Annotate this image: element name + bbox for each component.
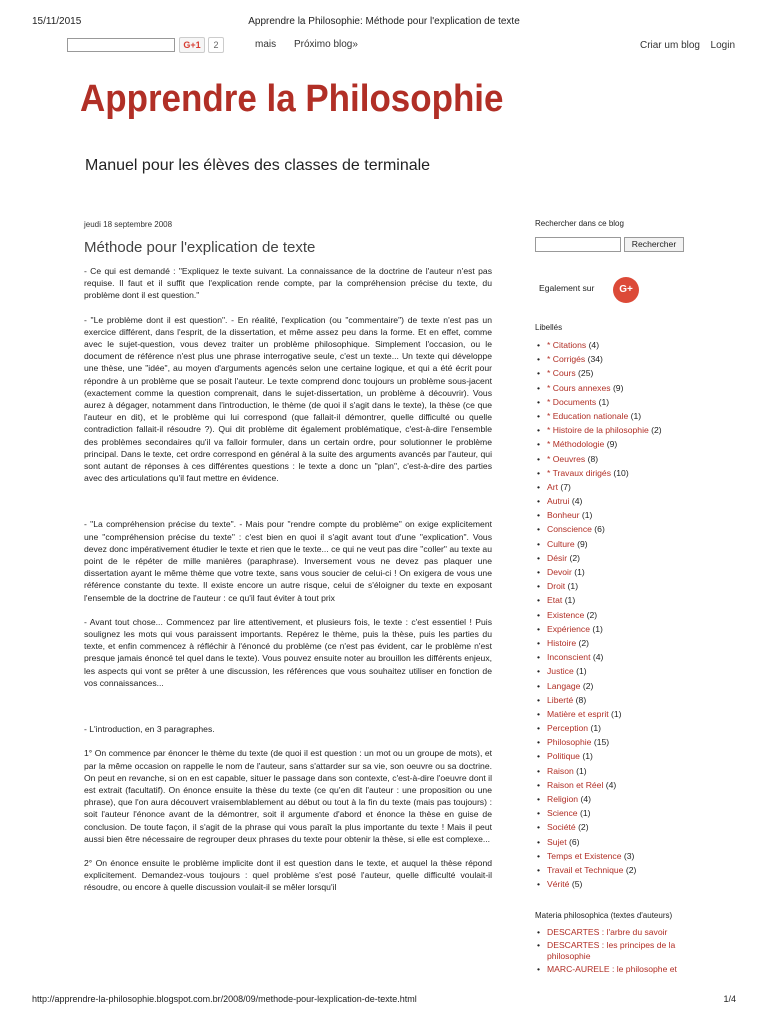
- label-item: [535, 749, 685, 763]
- label-link[interactable]: Bonheur: [547, 510, 580, 521]
- label-item: [535, 735, 685, 749]
- post-paragraph: 2° On énonce ensuite le problème implicite dont il est question dans le texte, et auquel la thèse répond explicitement. Demandez-vous toujours : quel problème s'est posé l'auteur, quelle difficulté voulait-il résoudre, ou encore à quelle discussion voulait-il se mêler lorsqu'il: [84, 857, 492, 893]
- label-item: [535, 537, 685, 551]
- post-paragraph: - "Le problème dont il est question". - En réalité, l'explication (ou "commentaire") de texte n'est pas un exercice différent, dans l'esprit, de la dissertation, et même assez peu dans la forme. Et en effet, comme avec le sujet-question, vous devez traiter un problème philosophique. Simplement l'occasion, ou le document de référence n'est plus une phrase interrogative seule, c'est un texte... Un texte qui développe une thèse, une "idée", au moyen d'arguments agencés selon une certaine logique, et qui a été écrit pour répondre à un problème que se posait l'auteur. Le texte comprend donc toujours un problème sous-jacent (exactement comme la question comprenait, dans le sujet-dissertation, un problème à découvrir). Vous aurez à dégager, notamment dans l'introduction, le thème (de quoi il s'agit dans le texte), la thèse (ce que l'auteur en dit), et le problème qui lui correspond (que fallait-il démontrer, quelle difficulté ou quelle contradiction fallait-il résoudre ?). Qui dit problème dit également problématique, c'est-à-dire l'ensemble des problèmes secondaires qu'il va falloir formuler, dans un certain ordre, pour solutionner le problème principal. Dans le texte, cet ordre correspond en général à la suite des arguments avancés par l'auteur, qui sont autant de réponses à ces différentes questions : le texte a donc un "plan", c'est-à-dire des parties avec des articulations qu'il faut mettre en évidence.: [84, 314, 492, 484]
- label-link[interactable]: * Citations: [547, 340, 587, 350]
- label-count: (2): [625, 864, 637, 875]
- navbar-search-input[interactable]: [67, 38, 175, 52]
- label-item: [535, 551, 685, 565]
- post-body: [84, 265, 492, 894]
- label-count: (15): [593, 737, 610, 748]
- label-link[interactable]: Raison et Réel: [547, 779, 604, 790]
- google-plus-icon[interactable]: G+: [613, 277, 639, 303]
- label-item: [535, 395, 685, 409]
- post-date: jeudi 18 septembre 2008: [84, 220, 173, 229]
- materia-widget-title: Materia philosophica (textes d'auteurs): [535, 911, 673, 921]
- label-item: [535, 409, 685, 423]
- label-count: (25): [578, 368, 594, 379]
- label-item: [535, 707, 685, 721]
- label-item: [535, 622, 685, 636]
- label-count: (9): [606, 439, 618, 450]
- label-item: [535, 863, 685, 877]
- label-count: (1): [564, 595, 576, 606]
- print-header: [32, 16, 736, 30]
- label-link[interactable]: Science: [547, 808, 578, 819]
- label-item: [535, 423, 685, 437]
- label-count: (2): [651, 425, 662, 436]
- sidebar: [535, 219, 685, 977]
- label-count: (2): [578, 637, 590, 648]
- label-link[interactable]: * Corrigés: [547, 354, 586, 365]
- labels-list: [535, 338, 685, 891]
- gplus-count: 2: [208, 37, 224, 53]
- label-link[interactable]: Expérience: [547, 623, 590, 634]
- label-link[interactable]: Temps et Existence: [547, 850, 622, 861]
- label-item: [535, 480, 685, 494]
- label-item: [535, 849, 685, 863]
- label-count: (5): [571, 879, 583, 890]
- materia-link[interactable]: • DESCARTES : les principes de la philosophie: [535, 940, 685, 962]
- label-link[interactable]: Conscience: [547, 524, 592, 535]
- post-paragraph: - L'introduction, en 3 paragraphes.: [84, 724, 215, 735]
- label-item: [535, 437, 685, 451]
- gplus-button[interactable]: G+1: [179, 37, 205, 53]
- login-link[interactable]: Login: [710, 40, 735, 51]
- print-date: 15/11/2015: [32, 16, 82, 27]
- next-blog-link[interactable]: Próximo blog»: [294, 39, 358, 50]
- label-link[interactable]: * Oeuvres: [547, 453, 586, 464]
- label-count: (10): [613, 467, 629, 478]
- label-count: (2): [578, 822, 589, 833]
- label-count: (34): [587, 354, 603, 365]
- label-link[interactable]: * Documents: [547, 396, 597, 407]
- materia-list: [535, 927, 685, 975]
- label-count: (8): [587, 453, 599, 464]
- label-item: [535, 494, 685, 508]
- label-link[interactable]: Art: [547, 481, 558, 492]
- label-item: [535, 338, 685, 352]
- label-item: [535, 792, 685, 806]
- label-item: [535, 764, 685, 778]
- label-item: [535, 664, 685, 678]
- post-paragraph: - Avant tout chose... Commencez par lire attentivement, et plusieurs fois, le texte : c'est essentiel ! Puis soulignez les mots qui vous paraissent importants. Repérez le thème, puis la thèse, puis les parties du texte, et enfin commencez à réfléchir à l'énoncé du problème (ce n'est pas évident, car le problème n'est presque jamais énoncé tel quel dans le texte). Vous pouvez ensuite noter au brouillon les différents enjeux, les aspects qui vont se prêter à une discussion, les références que vous souhaitez utiliser en fonction de vos connaissances...: [84, 616, 492, 688]
- materia-link[interactable]: • MARC-AURELE : le philosophe et: [535, 964, 685, 975]
- print-page-number: 1/4: [723, 994, 736, 1004]
- label-count: (4): [588, 340, 600, 350]
- label-count: (4): [605, 779, 617, 790]
- labels-widget-title: Libellés: [535, 323, 563, 332]
- label-item: [535, 693, 685, 707]
- social-label: Egalement sur: [539, 283, 595, 293]
- label-link[interactable]: Travail et Technique: [547, 864, 624, 875]
- label-link[interactable]: Politique: [547, 751, 580, 762]
- label-link[interactable]: Raison: [547, 765, 574, 776]
- label-link[interactable]: Justice: [547, 666, 574, 677]
- label-count: (2): [582, 680, 594, 691]
- post-column: [84, 220, 492, 906]
- label-item: [535, 366, 685, 380]
- label-item: [535, 608, 685, 622]
- print-footer: [32, 994, 736, 1008]
- label-count: (1): [630, 410, 642, 421]
- label-item: [535, 778, 685, 792]
- print-page-title: Apprendre la Philosophie: Méthode pour l'explication de texte: [248, 16, 520, 27]
- create-blog-link[interactable]: Criar um blog: [639, 40, 700, 51]
- label-count: (3): [623, 850, 635, 861]
- post-paragraph: - "La compréhension précise du texte". - Mais pour "rendre compte du problème" on exige explicitement une "compréhension précise du texte" : c'est bien en quoi il s'agit avant tout d'une "explication". Vous devez donc impérativement étudier le texte et rien que le texte... ce qui ne veut pas dire "coller" au texte au point de le répéter de mille manières (paraphrase). Inversement vous ne devez pas plaquer une dissertation ayant le même thème que votre texte, sans vous soucier de celui-ci ! On exigera de vous une référence constante du texte. Il existe encore un autre risque, celui de s'éloigner du texte en exposant l'ensemble de la doctrine de l'auteur : ce qu'il faut éviter à tout prix: [84, 519, 492, 603]
- label-item: [535, 877, 685, 891]
- post-paragraph: - Ce qui est demandé : "Expliquez le texte suivant. La connaissance de la doctrine de l'auteur n'est pas requise. Il faut et il suffit que l'explication rende compte, par la compréhension précise du texte, du problème dont il est question.": [84, 266, 492, 301]
- label-link[interactable]: Matière et esprit: [547, 708, 609, 719]
- post-title[interactable]: Méthode pour l'explication de texte: [84, 239, 316, 256]
- label-item: [535, 679, 685, 693]
- label-count: (4): [580, 794, 591, 804]
- label-link[interactable]: Philosophie: [547, 737, 592, 748]
- label-item: [535, 565, 685, 579]
- label-item: [535, 820, 685, 834]
- label-count: (1): [590, 723, 601, 734]
- label-count: (1): [598, 396, 610, 407]
- label-link[interactable]: Religion: [547, 794, 579, 804]
- label-count: (4): [571, 496, 583, 507]
- label-count: (1): [581, 510, 593, 521]
- label-link[interactable]: Droit: [547, 581, 566, 592]
- label-count: (6): [568, 836, 580, 847]
- print-url: http://apprendre-la-philosophie.blogspot.com.br/2008/09/methode-pour-lexplication-de-texte.html: [32, 994, 417, 1004]
- label-link[interactable]: * Cours annexes: [547, 382, 611, 393]
- label-item: [535, 806, 685, 820]
- blog-search-input[interactable]: [535, 237, 621, 252]
- label-link[interactable]: * Histoire de la philosophie: [547, 425, 649, 436]
- label-count: (1): [611, 708, 622, 719]
- search-widget: [535, 237, 685, 253]
- label-count: (2): [586, 609, 598, 620]
- label-link[interactable]: Etat: [547, 595, 563, 606]
- label-item: [535, 650, 685, 664]
- label-item: [535, 721, 685, 735]
- label-count: (1): [579, 808, 591, 819]
- label-link[interactable]: Existence: [547, 609, 585, 620]
- label-item: [535, 466, 685, 480]
- label-item: [535, 636, 685, 650]
- materia-link[interactable]: • DESCARTES : l'arbre du savoir: [535, 927, 685, 938]
- label-count: (1): [574, 567, 585, 577]
- label-item: [535, 522, 685, 536]
- label-count: (6): [594, 524, 605, 535]
- label-link[interactable]: Histoire: [547, 637, 577, 648]
- label-count: (8): [575, 694, 587, 705]
- label-count: (1): [576, 765, 587, 776]
- label-count: (1): [567, 581, 579, 592]
- label-item: [535, 452, 685, 466]
- label-count: (1): [576, 666, 587, 677]
- label-link[interactable]: * Travaux dirigés: [547, 467, 612, 478]
- label-link[interactable]: Désir: [547, 552, 568, 563]
- label-item: [535, 381, 685, 395]
- post-paragraph: 1° On commence par énoncer le thème du texte (de quoi il est question : un mot ou un groupe de mots), et par la même occasion on rappelle le nom de l'auteur, sans s'attarder sur sa vie, son oeuvre ou sa doctrine. On peut en revanche, si on en est capable, situer le passage dans son contexte, c'est-à-dire l'oeuvre dont il est extrait (facultatif). On énonce ensuite la thèse du texte (ce qu'en dit l'auteur : une proposition ou une phrase), que l'on aura découvert vraisemblablement au début ou tout à la fin du texte (mais pas toujours) : soit l'auteur l'énonce avant de la démontrer, soit il argumente d'abord et énonce la thèse en guise de conclusion. De toute façon, il s'agit de la phrase qui vous paraît la plus importante du texte ! Mais il peut aussi bien être nécessaire de regrouper deux phrases du texte pour obtenir la thèse, si elle est complexe...: [84, 748, 492, 844]
- search-widget-title: Rechercher dans ce blog: [535, 219, 624, 228]
- label-link[interactable]: Liberté: [547, 694, 574, 705]
- label-link[interactable]: Société: [547, 822, 576, 833]
- label-item: [535, 593, 685, 607]
- label-count: (2): [569, 552, 580, 563]
- blogger-navbar: [60, 34, 738, 56]
- label-link[interactable]: Sujet: [547, 836, 567, 847]
- blog-title[interactable]: Apprendre la Philosophie: [80, 78, 504, 120]
- social-widget: [535, 274, 685, 302]
- label-item: [535, 352, 685, 366]
- label-count: (4): [592, 652, 604, 663]
- label-count: (7): [560, 481, 571, 492]
- label-item: [535, 579, 685, 593]
- label-link[interactable]: Inconscient: [547, 652, 591, 663]
- label-link[interactable]: Langage: [547, 680, 581, 691]
- search-button[interactable]: Rechercher: [624, 237, 684, 252]
- more-link[interactable]: mais: [255, 39, 277, 50]
- label-link[interactable]: Vérité: [547, 879, 570, 890]
- label-link[interactable]: Culture: [547, 538, 575, 549]
- label-count: (9): [612, 382, 624, 393]
- label-item: [535, 835, 685, 849]
- label-link[interactable]: Autrui: [547, 496, 570, 507]
- blog-description: Manuel pour les élèves des classes de terminale: [85, 157, 431, 174]
- label-link[interactable]: * Méthodologie: [547, 439, 605, 450]
- label-link[interactable]: Perception: [547, 723, 589, 734]
- label-count: (9): [577, 538, 588, 549]
- label-item: [535, 508, 685, 522]
- label-count: (1): [592, 623, 603, 634]
- label-link[interactable]: * Education nationale: [547, 410, 629, 421]
- label-count: (1): [582, 751, 593, 762]
- label-link[interactable]: * Cours: [547, 368, 576, 379]
- label-link[interactable]: Devoir: [547, 567, 572, 577]
